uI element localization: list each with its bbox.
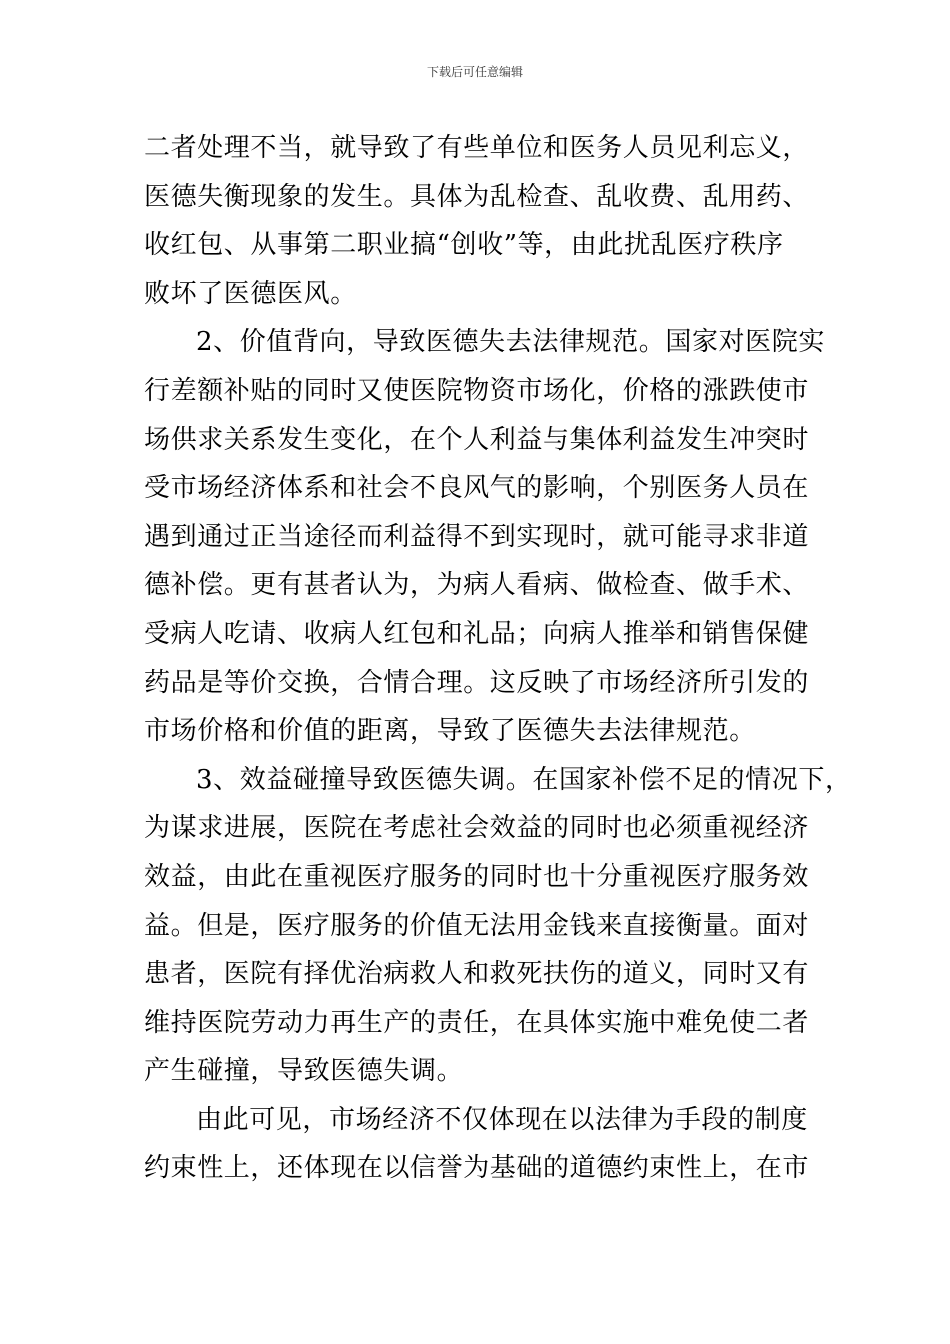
text-line: 约束性上，还体现在以信誉为基础的道德约束性上，在市 bbox=[144, 1153, 810, 1184]
text-line: 受市场经济体系和社会不良风气的影响，个别医务人员在 bbox=[144, 473, 810, 504]
text-line: 患者，医院有择优治病救人和救死扶伤的道义，同时又有 bbox=[144, 959, 810, 990]
text-line: 受病人吃请、收病人红包和礼品；向病人推举和销售保健 bbox=[144, 618, 810, 649]
page-header: 下载后可任意编辑 bbox=[426, 65, 523, 79]
text-line: 德补偿。更有甚者认为，为病人看病、做检查、做手术、 bbox=[144, 570, 810, 601]
text-line: 为谋求进展，医院在考虑社会效益的同时也必须重视经济 bbox=[144, 813, 810, 844]
text-line: 行差额补贴的同时又使医院物资市场化，价格的涨跌使市 bbox=[144, 375, 810, 406]
text-line: 效益，由此在重视医疗服务的同时也十分重视医疗服务效 bbox=[144, 861, 810, 892]
text-line: 场供求关系发生变化，在个人利益与集体利益发生冲突时 bbox=[144, 424, 810, 455]
text-line: 益。但是，医疗服务的价值无法用金钱来直接衡量。面对 bbox=[144, 910, 810, 941]
text-line: 遇到通过正当途径而利益得不到实现时，就可能寻求非道 bbox=[144, 521, 810, 552]
text-line: 维持医院劳动力再生产的责任，在具体实施中难免使二者 bbox=[144, 1007, 810, 1038]
text-line: 产生碰撞，导致医德失调。 bbox=[144, 1056, 464, 1087]
text-line: 药品是等价交换，合情合理。这反映了市场经济所引发的 bbox=[144, 667, 810, 698]
document-body bbox=[144, 124, 852, 1193]
paragraph-first-line: 由此可见，市场经济不仅体现在以法律为手段的制度 bbox=[196, 1104, 808, 1135]
text-line: 二者处理不当，就导致了有些单位和医务人员见利忘义， bbox=[144, 133, 810, 163]
text-line: 败坏了医德医风。 bbox=[144, 278, 357, 309]
text-line: 市场价格和价值的距离，导致了医德失去法律规范。 bbox=[144, 716, 756, 747]
paragraph-first-line: 2、价值背向，导致医德失去法律规范。国家对医院实 bbox=[196, 327, 825, 358]
text-line: 收红包、从事第二职业搞“创收”等，由此扰乱医疗秩序 bbox=[144, 230, 784, 261]
text-line: 医德失衡现象的发生。具体为乱检查、乱收费、乱用药、 bbox=[144, 181, 810, 212]
paragraph-first-line: 3、效益碰撞导致医德失调。在国家补偿不足的情况下， bbox=[196, 764, 852, 795]
